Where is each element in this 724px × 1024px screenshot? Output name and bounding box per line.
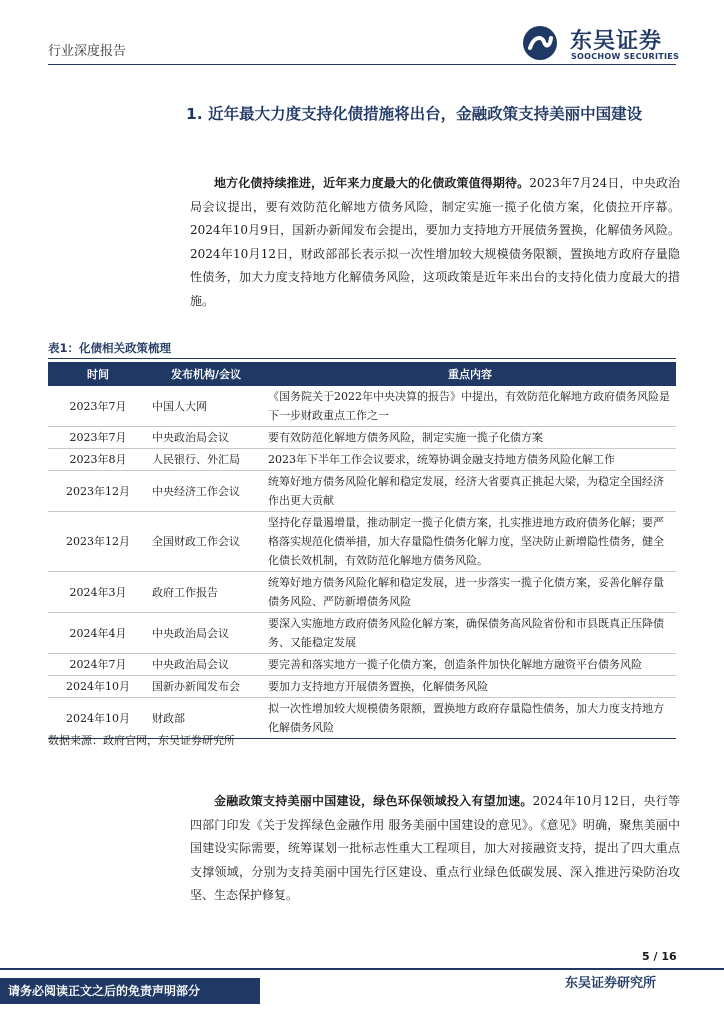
institute-name: 东吴证券研究所	[565, 976, 657, 991]
header-time: 时间	[48, 362, 148, 386]
cell-org: 政府工作报告	[148, 572, 264, 613]
cell-content: 2023年下半年工作会议要求，统筹协调金融支持地方债务风险化解工作	[264, 449, 676, 471]
paragraph-body: 2024年10月12日，央行等四部门印发《关于发挥绿色金融作用 服务美丽中国建设的意见》。《意见》明确，聚焦美丽中国建设实际需要，统筹谋划一批标志性重大工程项目，加大对接融资支持，提出了四大重点支撑领域，分别为支持美丽中国先行区建设、重点行业绿色低碳发展、深入推进污染防治攻坚、生态保护修复。	[190, 794, 680, 902]
policy-table	[48, 362, 676, 739]
cell-org: 人民银行、外汇局	[148, 449, 264, 471]
cell-org: 中央政治局会议	[148, 654, 264, 676]
cell-content: 统筹好地方债务风险化解和稳定发展，经济大省要真正挑起大梁，为稳定全国经济作出更大贡献	[264, 471, 676, 512]
cell-content: 要加力支持地方开展债务置换，化解债务风险	[264, 676, 676, 698]
cell-time: 2023年8月	[48, 449, 148, 471]
logo-name: 东吴证券	[570, 29, 663, 54]
cell-time: 2023年7月	[48, 427, 148, 449]
paragraph-debt-resolution	[190, 172, 680, 313]
cell-content: 拟一次性增加较大规模债务限额，置换地方政府存量隐性债务，加大力度支持地方化解债务风险	[264, 698, 676, 739]
table-row	[48, 654, 676, 676]
table-row	[48, 471, 676, 512]
table-row	[48, 572, 676, 613]
cell-time: 2023年12月	[48, 471, 148, 512]
cell-time: 2024年7月	[48, 654, 148, 676]
logo-subtitle: SOOCHOW SECURITIES	[571, 52, 680, 61]
table-header-row	[48, 362, 676, 386]
cell-content: 要深入实施地方政府债务风险化解方案，确保债务高风险省份和市县既真正压降债务、又能稳定发展	[264, 613, 676, 654]
disclaimer-banner: 请务必阅读正文之后的免责声明部分	[0, 978, 260, 1004]
cell-time: 2024年3月	[48, 572, 148, 613]
header-content: 重点内容	[264, 362, 676, 386]
table-row	[48, 449, 676, 471]
table-title: 表1：化债相关政策梳理	[48, 341, 172, 355]
footer-divider	[0, 968, 724, 970]
table-row	[48, 613, 676, 654]
cell-time: 2023年12月	[48, 512, 148, 572]
report-type-label: 行业深度报告	[48, 44, 127, 59]
cell-org: 中央经济工作会议	[148, 471, 264, 512]
header-divider	[48, 64, 676, 65]
paragraph-green-finance	[190, 790, 680, 908]
cell-org: 中央政治局会议	[148, 613, 264, 654]
table-row	[48, 512, 676, 572]
cell-content: 统筹好地方债务风险化解和稳定发展，进一步落实一揽子化债方案，妥善化解存量债务风险、严防新增债务风险	[264, 572, 676, 613]
cell-time: 2024年4月	[48, 613, 148, 654]
cell-org: 财政部	[148, 698, 264, 739]
cell-time: 2024年10月	[48, 676, 148, 698]
cell-content: 坚持化存量遏增量，推动制定一揽子化债方案，扎实推进地方政府债务化解；要严格落实规范化债举措，加大存量隐性债务化解力度，坚决防止新增隐性债务，健全化债长效机制，有效防范化解地方债务风险。	[264, 512, 676, 572]
cell-time: 2024年10月	[48, 698, 148, 739]
paragraph-lead: 金融政策支持美丽中国建设，绿色环保领域投入有望加速。	[214, 794, 533, 808]
cell-org: 国新办新闻发布会	[148, 676, 264, 698]
cell-content: 要完善和落实地方一揽子化债方案，创造条件加快化解地方融资平台债务风险	[264, 654, 676, 676]
section-title: 1. 近年最大力度支持化债措施将出台，金融政策支持美丽中国建设	[186, 105, 643, 123]
table-source-note: 数据来源：政府官网，东吴证券研究所	[48, 734, 235, 747]
paragraph-lead: 地方化债持续推进，近年来力度最大的化债政策值得期待。	[214, 176, 530, 190]
table-row	[48, 386, 676, 427]
cell-content: 《国务院关于2022年中央决算的报告》中提出，有效防范化解地方政府债务风险是下一步财政重点工作之一	[264, 386, 676, 427]
cell-org: 中央政治局会议	[148, 427, 264, 449]
table-row	[48, 427, 676, 449]
page-number: 5 / 16	[642, 950, 677, 963]
header-org: 发布机构/会议	[148, 362, 264, 386]
table-title-divider	[48, 358, 676, 359]
table-row	[48, 676, 676, 698]
paragraph-body: 2023年7月24日，中央政治局会议提出，要有效防范化解地方债务风险，制定实施一揽子化债方案，化债拉开序幕。2024年10月9日，国新办新闻发布会提出，要加力支持地方开展债务置换，化解债务风险。2024年10月12日，财政部部长表示拟一次性增加较大规模债务限额，置换地方政府存量隐性债务，加大力度支持地方化解债务风险，这项政策是近年来出台的支持化债力度最大的措施。	[190, 176, 680, 308]
cell-time: 2023年7月	[48, 386, 148, 427]
cell-org: 中国人大网	[148, 386, 264, 427]
cell-content: 要有效防范化解地方债务风险，制定实施一揽子化债方案	[264, 427, 676, 449]
cell-org: 全国财政工作会议	[148, 512, 264, 572]
